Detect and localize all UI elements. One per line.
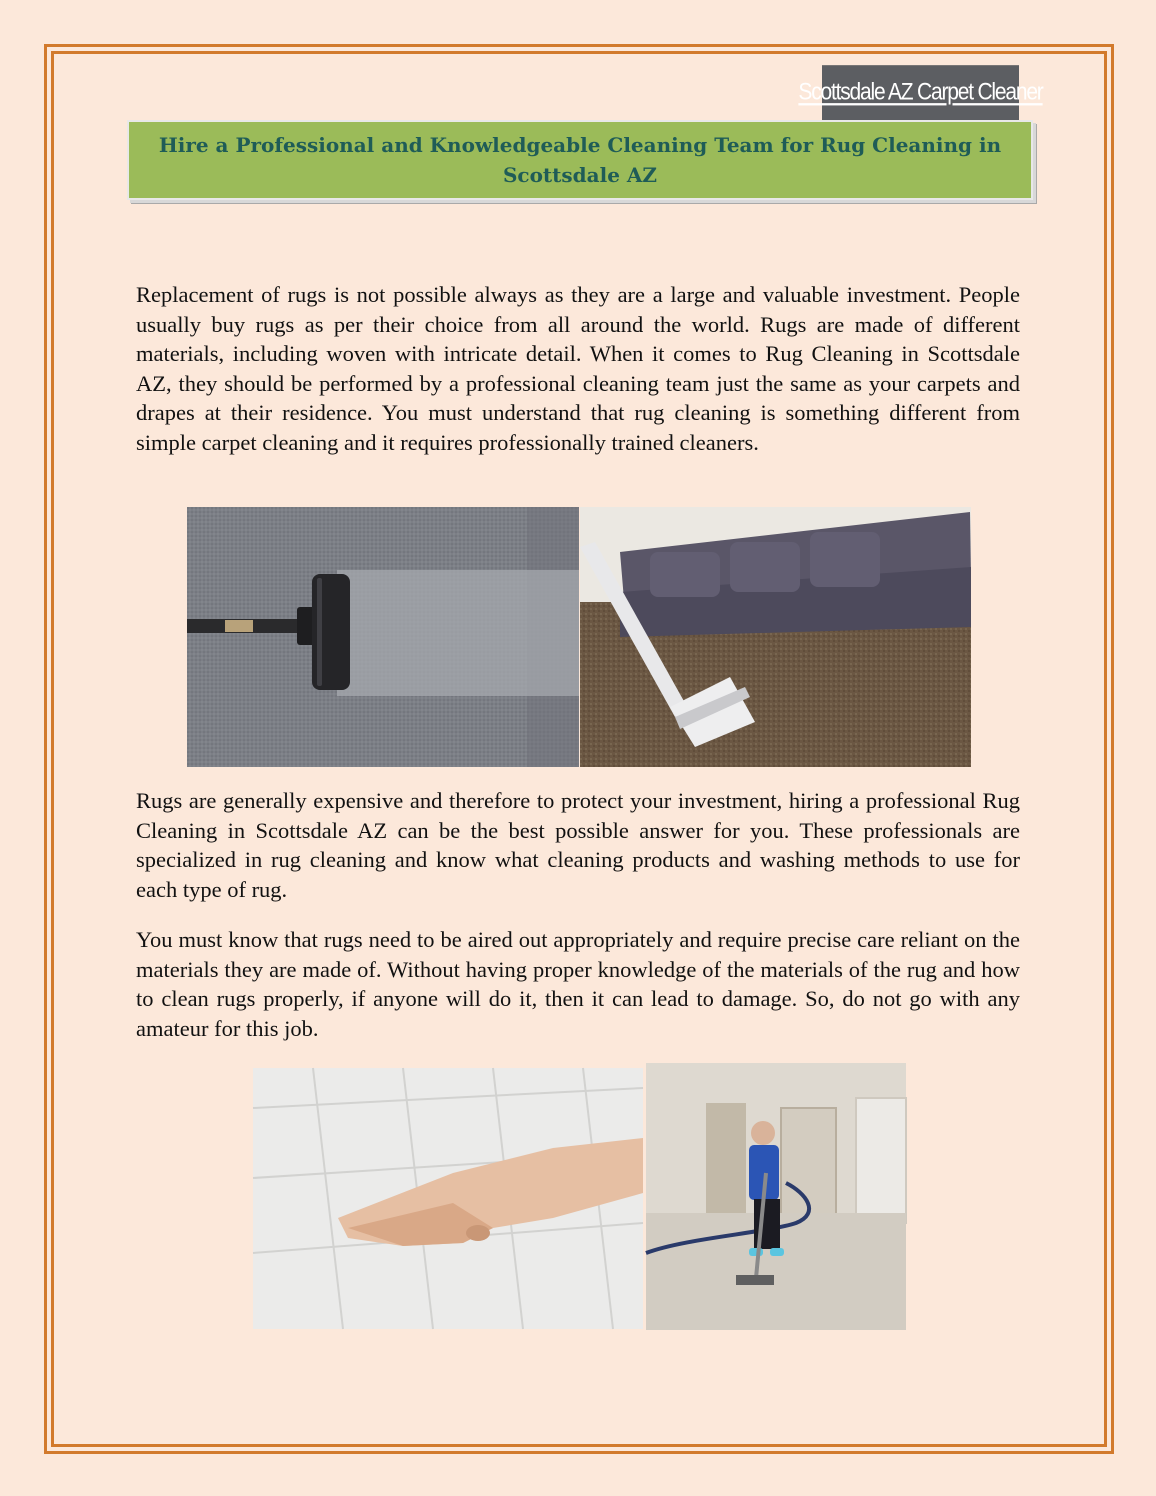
logo-text: Scottsdale AZ Carpet Cleaner [798,78,1043,106]
page-title: Hire a Professional and Knowledgeable Cleaning Team for Rug Cleaning in Scottsdale AZ [158,133,1002,187]
paragraph-care: You must know that rugs need to be aired out appropriately and require precise care reliant on the materials they are made of. Without having proper knowledge of the materials of the rug and how to clean rugs properly, if anyone will do it, then it can lead to damage. So, do not go with any amateur for this job. [136,927,1020,1041]
technician-cleaning-photo [646,1063,906,1330]
vacuum-grey-carpet-photo [187,507,579,767]
logo [798,65,1043,124]
sofa-brown-rug-photo [580,507,971,767]
paragraph-expensive: Rugs are generally expensive and therefore to protect your investment, hiring a professional Rug Cleaning in Scottsdale AZ can be the best possible answer for you. These professionals are specialized in rug cleaning and know what cleaning products and washing methods to use for each type of rug. [136,788,1020,902]
paragraph-intro: Replacement of rugs is not possible always as they are a large and valuable investment. People usually buy rugs as per their choice from all around the world. Rugs are made of different materials, including woven with intricate detail. When it comes to Rug Cleaning in Scottsdale AZ, they should be performed by a professional cleaning team just the same as your carpets and drapes at their residence. You must understand that rug cleaning is something different from simple carpet cleaning and it requires professionally trained cleaners. [136,282,1020,455]
mattress-hand-photo [253,1068,643,1329]
title-banner [127,120,1033,200]
